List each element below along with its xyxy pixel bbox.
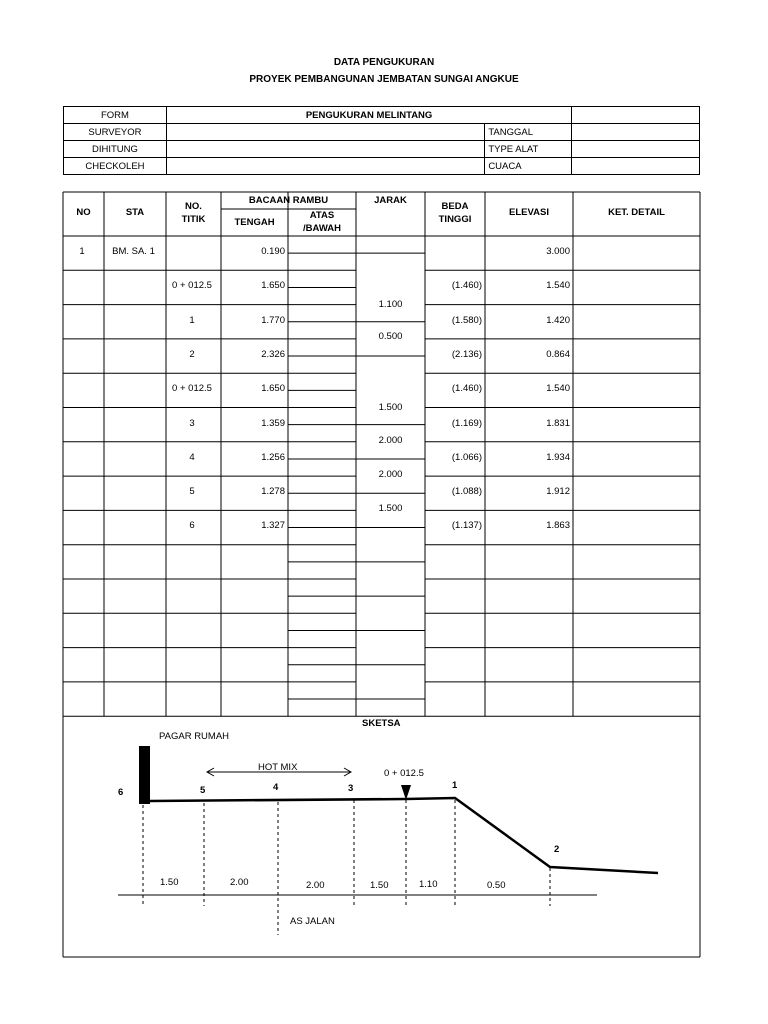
cell-titik: 6: [189, 520, 195, 532]
cell-elevasi: 3.000: [546, 246, 570, 257]
form-label: FORM: [64, 107, 167, 124]
cell-titik: 5: [189, 486, 195, 498]
point-label-3: 3: [348, 783, 354, 794]
cell-sta: BM. SA. 1: [112, 246, 155, 257]
cell-elevasi: 0.864: [546, 348, 570, 360]
cell-elevasi: 1.540: [546, 280, 570, 292]
cell-tengah: 1.359: [261, 417, 285, 429]
cell-beda: (1.088): [451, 486, 482, 498]
col-ket-detail: KET. DETAIL: [608, 207, 665, 218]
cell-elevasi: 1.934: [546, 451, 570, 463]
col-atas-2: /BAWAH: [303, 223, 341, 234]
cell-elevasi: 1.420: [546, 314, 570, 326]
cell-beda: (1.580): [451, 314, 482, 326]
col-atas-1: ATAS: [309, 210, 335, 221]
cell-beda: (1.169): [451, 417, 482, 429]
point-label-6: 6: [118, 787, 124, 798]
col-sta: STA: [125, 207, 145, 218]
as-jalan-label: AS JALAN: [290, 916, 335, 927]
cell-tengah: 0.190: [261, 246, 285, 257]
cell-elevasi: 1.863: [546, 520, 570, 532]
cell-elevasi: 1.831: [546, 417, 570, 429]
cell-titik: 0 + 012.5: [172, 383, 212, 395]
col-no: NO: [76, 207, 91, 218]
jarak-value: 0.500: [378, 331, 403, 343]
cell-tengah: 1.278: [261, 486, 285, 498]
cell-beda: (2.136): [451, 348, 482, 360]
cuaca-label: CUACA: [485, 158, 572, 175]
cell-beda: (1.066): [451, 451, 482, 463]
cell-tengah: 1.770: [261, 314, 285, 326]
distance-label-5: 1.10: [419, 879, 438, 890]
cell-titik: 1: [189, 314, 195, 326]
distance-label-4: 1.50: [370, 880, 389, 891]
distance-label-2: 2.00: [230, 877, 249, 888]
cell-titik: 2: [189, 348, 195, 360]
distance-label-6: 0.50: [487, 880, 506, 891]
cell-beda: (1.460): [451, 383, 482, 395]
distance-label-3: 2.00: [306, 880, 325, 891]
tanggal-label: TANGGAL: [485, 124, 572, 141]
surveyor-label: SURVEYOR: [64, 124, 167, 141]
cell-beda: (1.137): [451, 520, 482, 532]
distance-label-1: 1.50: [160, 877, 179, 888]
point-label-1: 1: [452, 780, 458, 791]
col-beda-1: BEDA: [441, 201, 469, 212]
pagar-rumah-label: PAGAR RUMAH: [159, 731, 230, 742]
col-no-titik-1: NO.: [185, 201, 202, 212]
document-title: DATA PENGUKURAN: [333, 57, 435, 68]
cell-titik: 0 + 012.5: [172, 280, 212, 292]
jarak-value: 1.100: [378, 298, 403, 310]
col-tengah: TENGAH: [234, 217, 275, 228]
cell-titik: 3: [189, 417, 195, 429]
col-jarak: JARAK: [374, 195, 407, 206]
project-title: PROYEK PEMBANGUNAN JEMBATAN SUNGAI ANGKUE: [249, 74, 519, 85]
col-elevasi: ELEVASI: [509, 207, 549, 218]
hotmix-label: HOT MIX: [258, 762, 298, 773]
sta-label: 0 + 012.5: [384, 768, 424, 779]
col-beda-2: TINGGI: [438, 214, 472, 225]
dihitung-label: DIHITUNG: [64, 141, 167, 158]
type-alat-label: TYPE ALAT: [485, 141, 572, 158]
point-label-4: 4: [273, 782, 279, 793]
cell-elevasi: 1.540: [546, 383, 570, 395]
jarak-value: 2.000: [378, 435, 403, 447]
cell-tengah: 2.326: [261, 348, 285, 360]
col-no-titik-2: TITIK: [181, 214, 206, 225]
form-value: PENGUKURAN MELINTANG: [166, 107, 571, 124]
cell-beda: (1.460): [451, 280, 482, 292]
checkoleh-label: CHECKOLEH: [64, 158, 167, 175]
jarak-value: 1.500: [378, 503, 403, 515]
jarak-value: 1.500: [378, 401, 403, 413]
point-label-2: 2: [554, 844, 560, 855]
jarak-value: 2.000: [378, 469, 403, 481]
cell-tengah: 1.650: [261, 280, 285, 292]
cell-tengah: 1.327: [261, 520, 285, 532]
cell-tengah: 1.650: [261, 383, 285, 395]
cell-no: 1: [79, 246, 85, 257]
point-label-5: 5: [200, 785, 206, 796]
col-bacaan-rambu: BACAAN RAMBU: [248, 195, 329, 206]
cell-titik: 4: [189, 451, 195, 463]
cell-elevasi: 1.912: [546, 486, 570, 498]
sketch-title: SKETSA: [362, 718, 401, 729]
cell-tengah: 1.256: [261, 451, 285, 463]
